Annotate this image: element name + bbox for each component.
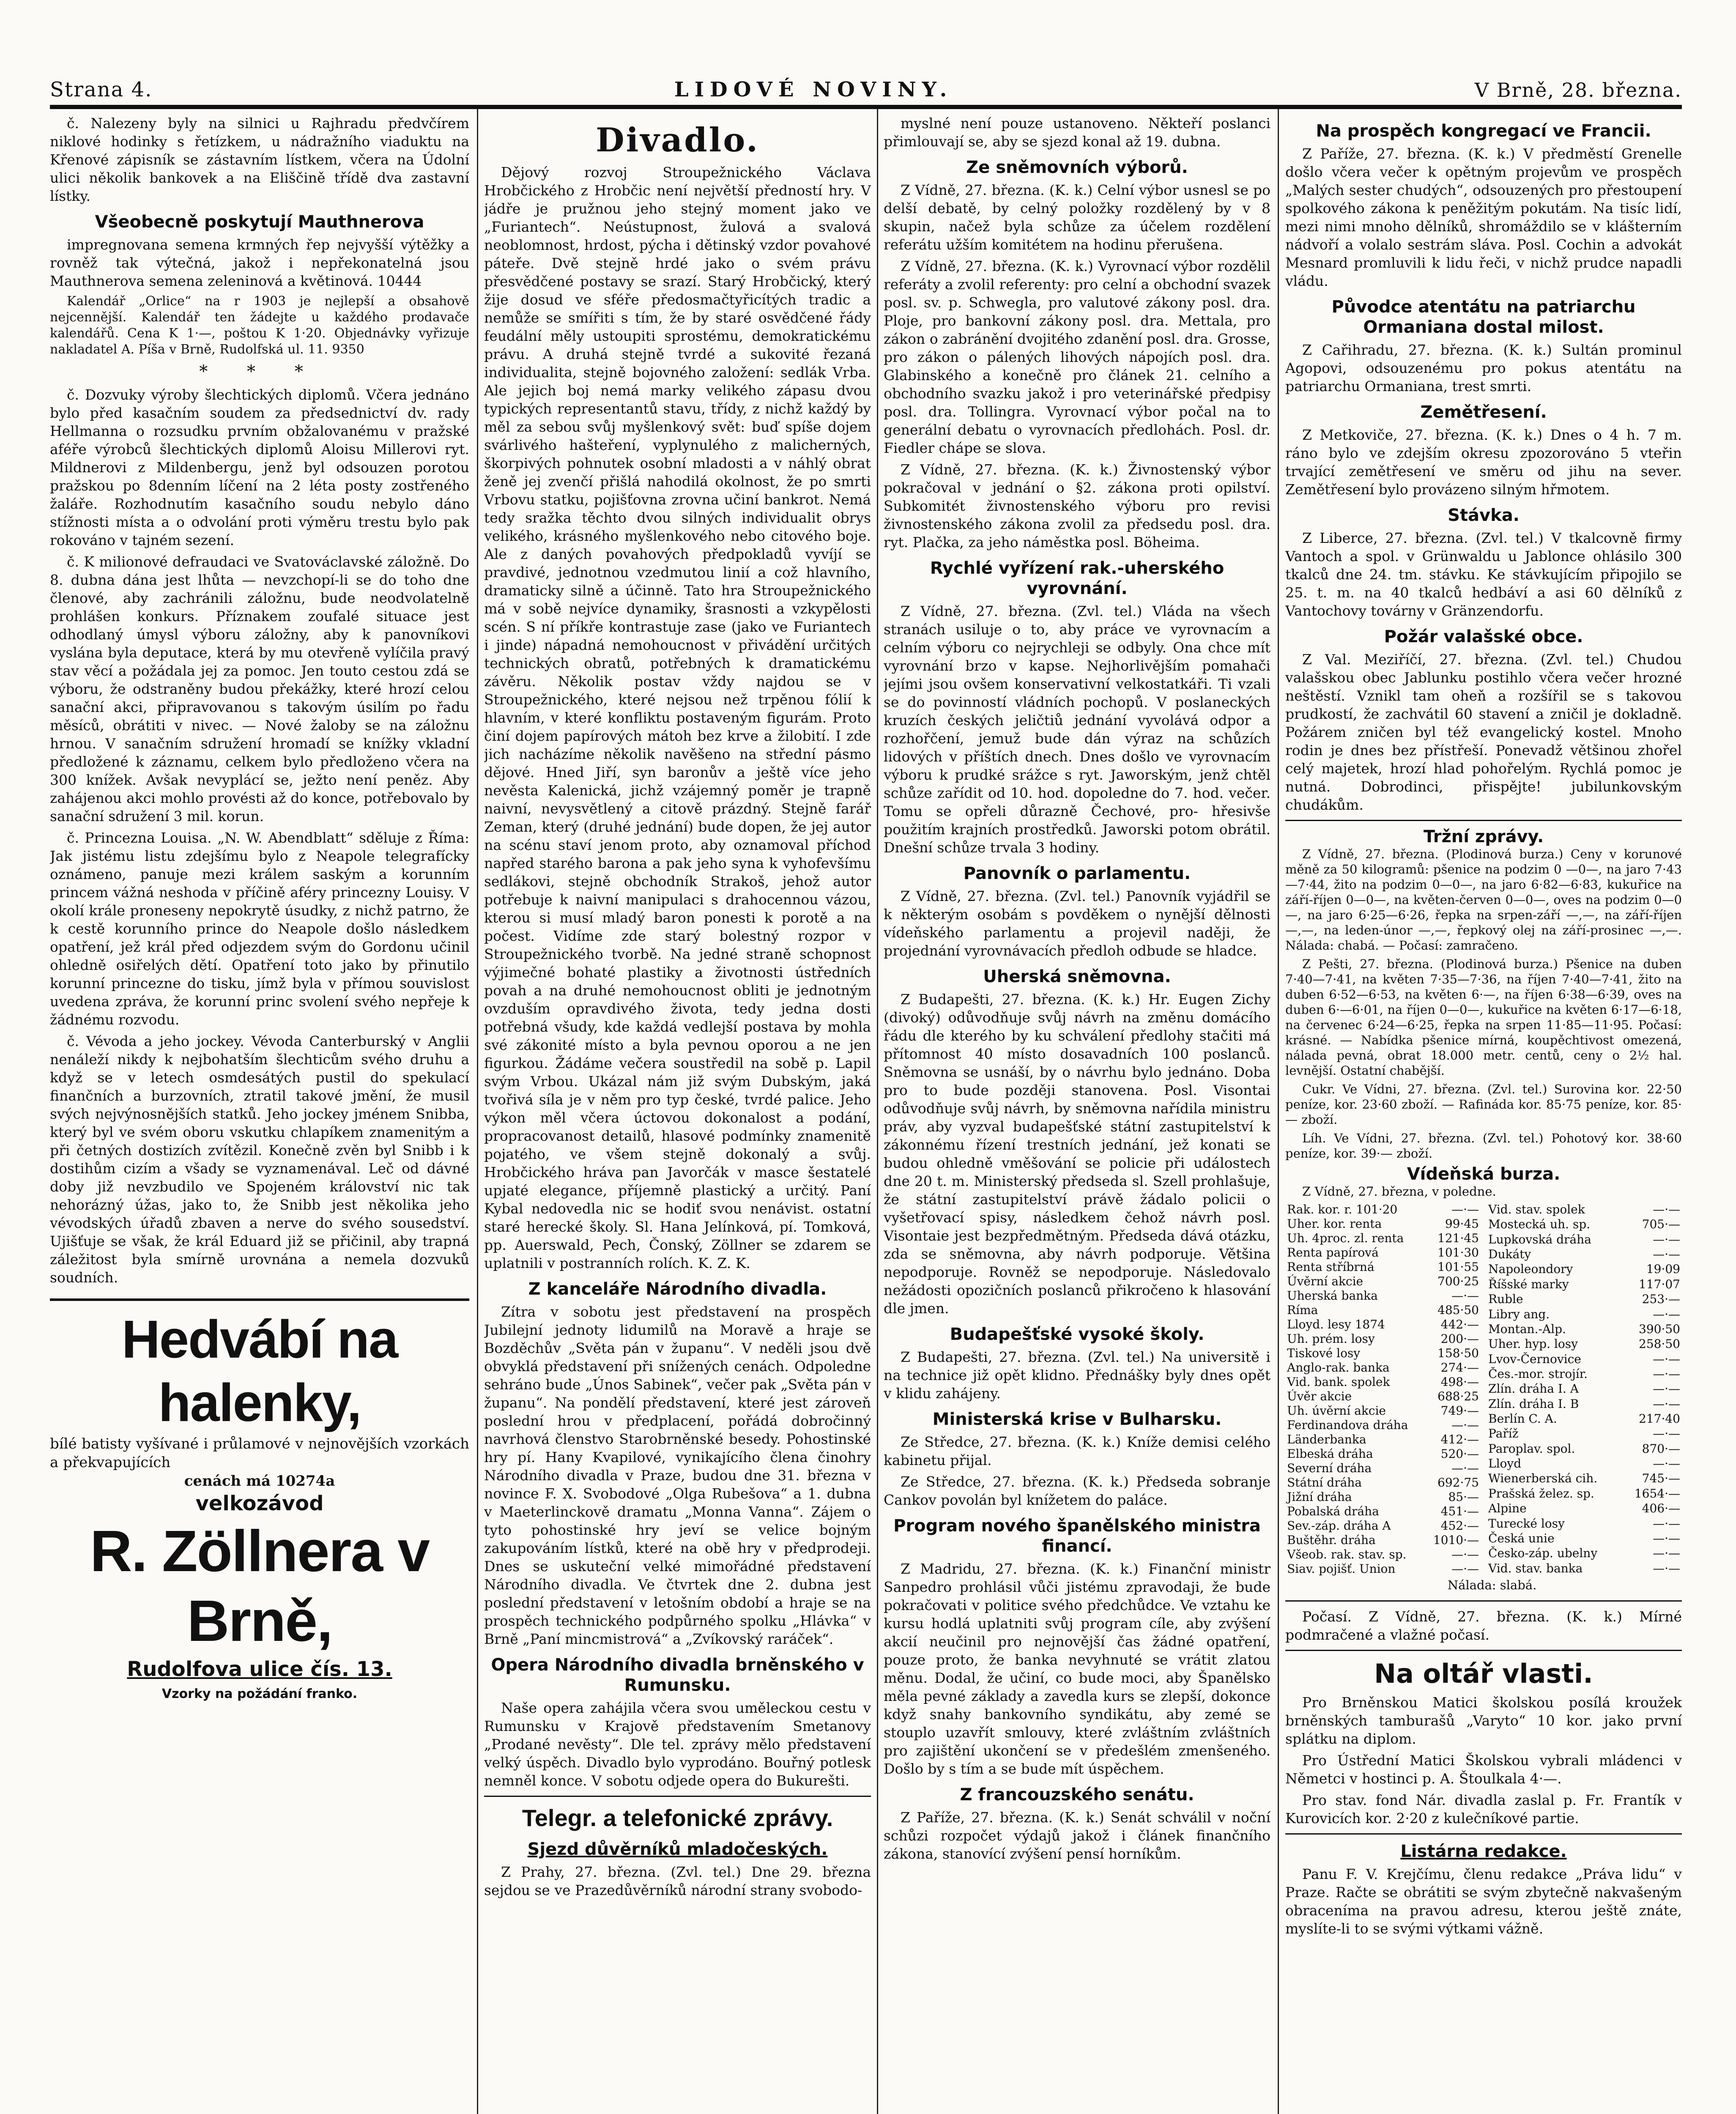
market-report: Cukr. Ve Vídni, 27. března. (Zvl. tel.) Surovina kor. 22·50 peníze, kor. 23·60 zboží. — Rafináda kor. 85·75 peníze, kor. 85·— zboží. <box>1285 1082 1682 1127</box>
security-name: Česko-záp. ubelny <box>1488 1546 1598 1561</box>
security-name: Říšské marky <box>1488 1277 1569 1291</box>
ad-address: Rudolfova ulice čís. 13. <box>127 1657 392 1681</box>
security-price: 101·55 <box>1438 1260 1479 1274</box>
article-heading: Sjezd důvěrníků mladočeských. <box>527 1840 828 1859</box>
section-title: Divadlo. <box>595 121 760 159</box>
market-title: Tržní zprávy. <box>1423 827 1544 846</box>
exchange-row <box>1487 1442 1682 1457</box>
header-rule <box>50 105 1682 109</box>
security-name: Tiskové losy <box>1287 1346 1361 1360</box>
section-title: Na oltář vlasti. <box>1374 1658 1593 1689</box>
exchange-row <box>1487 1487 1682 1501</box>
exchange-row <box>1487 1546 1682 1561</box>
security-name: Uherská banka <box>1287 1289 1378 1303</box>
security-price: 451·— <box>1440 1504 1479 1518</box>
security-name: Buštěhr. dráha <box>1287 1533 1376 1547</box>
article-heading: Ze sněmovních výborů. <box>966 158 1188 177</box>
security-name: Siav. pojišť. Union <box>1287 1562 1396 1576</box>
security-name: Uher. hyp. losy <box>1488 1337 1578 1351</box>
security-name: Ruble <box>1488 1292 1523 1306</box>
article-heading: Panovník o parlamentu. <box>963 864 1191 883</box>
security-price: 99·45 <box>1445 1217 1479 1231</box>
donation-item: Pro stav. fond Nár. divadla zaslal p. Fr. Frantík v Kurovicích kor. 2·20 z kulečníkové partie. <box>1285 1792 1682 1826</box>
security-name: Ferdinandova dráha <box>1287 1418 1408 1432</box>
exchange-row <box>1285 1303 1481 1317</box>
security-price: 274·— <box>1440 1361 1479 1375</box>
article-heading: Rychlé vyřízení rak.-uherského vyrovnání. <box>930 559 1224 598</box>
news-item: myslné není pouze ustanoveno. Někteří poslanci přimlouvají se, aby se sjezd konal až 19. dubna. <box>884 115 1271 150</box>
exchange-row <box>1285 1375 1481 1389</box>
theatre-review: Dějový rozvoj Stroupežnického Václava Hrobčického z Hrobčic není největší předností hry. V jádře je pružnou jeho stejný moment jako ve „Furiantech“. Neústupnost, žulová a svalová neoblomnost, hrdost, pýcha i dětinský vzdor povahové páteře. Dvě stejně hrdé jako o svém právu přesvědčené postavy se srazí. Starý Hrobčický, který žije dosud ve sféře předosmačtyřicítých tradic a nemůže se smířiti s tím, že by staré osvědčené řády feudální měly ustoupiti sprostému, demokratickému právu. A druhá stejně tvrdé a sukovité řezaná individualita, stejně bojovného založení: sedlák Vrba. Ale jejich boj nemá marky velikého zápasu dvou typických representantů stavu, třídy, z nichž každý by měl za sebou svůj myšlenkový svět: buď spíše dojem svárlivého hašteření, vyplynulého z malicherných, škorpivých pohnutek osobní mladosti a v náhlý obrat ženě jej zvenčí přišlá nahodilá okolnost, že po smrti Vrbovu statku, pojišťovna zrovna učiní bankrot. Nemá tedy sražka těchto dvou silných individualit obrys velikého, krásného myšlenkového nebo citového boje. Ale z daných povahových předpokladů vyvíjí se pravdivé, jednotnou vzedmutou linií a což hlavního, dramaticky silně a účinně. Tato hra Stroupežnického má v sobě nejvíce dynamiky, šrasnosti a vzkypělosti scén. S ní příkře kontrastuje zase (jako ve Furiantech i jinde) nápadná nemohoucnost v přivádění určitých technických obratů, potřebných k dramatickému závěru. Několik postav vždy najdou se v Stroupežnického, které nejsou než trpěnou fólií k hlavním, v které konfliktu postaveným figurám. Proto činí dojem papírových mátoh bez krve a žilobití. I zde jich nacházíme několik navěšeno na střední pásmo dějové. Hned Jiří, syn baronův a ještě více jeho nevěsta Kalenická, jichž vzájemný poměr je trapně naivní, nevysvětlený a citově prázdný. Stejně farář Zeman, který (druhé jednání) bude dopen, že jej autor na scénu staví jenom proto, aby oznamoval příchod napřed starého barona a pak jeho syna k vyhofevšímu sedlákovi, stejně obchodník Strakoš, jehož autor potřebuje k naivní manipulaci s drahocennou vázou, kterou si musí mladý baron ponesti k porotě a na počest. Vidíme zde starý bolestný rozpor v Stroupežnického tvorbě. Na jedné straně schopnost výjimečné bohaté plastiky a životnosti ústředních povah a na druhé nemohoucnost obliti je jednotným ovzduším opravdivého života, tedy jedna dosti potřebná všudy, kde každá vedlejší postava by mohla své zákonité místo a byla pevnou oporou a ne jen figurkou. Žádáme večera soustředil na sobě p. Lapil svým Vrbou. Ukázal nám již svým Dubským, jaká tvořivá síla je v něm pro typ české, tvrdé palice. Jeho výkon měl včera úctovou dokonalost a podání, propracovanost detailů, hlasové podmínky znamenitě pojatého, ve všem stejně dokonalý a svůj. Hrobčického hráva pan Javorčák v masce šestatelé upjaté elegance, příjemně plastický a určitý. Paní Kybal nedovedla nic se hodiť svou nenávist. ostatní staré herecké školy. Sl. Hana Jelínková, pí. Tomková, pp. Auerswald, Pech, Čonský, Zöllner se zdarem se uplatnili v postranních rolích. K. Z. K. <box>484 164 871 1271</box>
article-heading: Původce atentátu na patriarchu Ormaniana dostal milost. <box>1331 297 1636 337</box>
news-item: Z Prahy, 27. března. (Zvl. tel.) Dne 29. března sejdou se ve Prazedůvěrníků národní strany svobodo- <box>484 1864 871 1898</box>
security-price: —·— <box>1653 1457 1680 1471</box>
exchange-title: Vídeňská burza. <box>1407 1164 1561 1184</box>
security-price: —·— <box>1653 1366 1680 1381</box>
security-price: 485·50 <box>1438 1303 1479 1317</box>
security-price: 258·50 <box>1639 1337 1680 1351</box>
ad-title: Hedvábí na halenky, <box>121 1309 398 1432</box>
exchange-row <box>1285 1231 1481 1246</box>
security-price: —·— <box>1653 1247 1680 1262</box>
news-item: č. Vévoda a jeho jockey. Vévoda Canterburský v Anglii nenáleží nikdy k nejbohatším šlechticům svého druhu a když se v letech osmdesátých pustil do spekulací finančních a burzovních, ztratil takové jmění, že musil svých nejvýnosnějších statků. Jeho jockey jménem Snibba, který byl ve svém oboru vskutku chlapíkem znamenitým a při četných dostizích zvítězil. Konečně zvěn byl Snibb i k dostihům cizím a všady se vyznamenával. Leč od dávné doby již nevzbudilo ve Spojeném království nic tak nehorázný úžas, jako to, že Snibb jest několika jeho vévodských úřadů zbaven a nerve do svého sousedství. Ujišťuje se však, že král Eduard již se přičinil, aby trapná záležitost byla smírně urovnána a nemela dozvuků soudních. <box>50 1033 469 1286</box>
security-price: —·— <box>1451 1562 1479 1576</box>
exchange-row <box>1285 1476 1481 1490</box>
security-price: 217·40 <box>1639 1412 1680 1426</box>
security-price: —·— <box>1653 1202 1680 1216</box>
security-price: 692·75 <box>1438 1476 1479 1490</box>
section-rule <box>1285 1833 1682 1835</box>
security-price: 1654·— <box>1634 1486 1680 1501</box>
security-name: Lupkovská dráha <box>1488 1232 1591 1246</box>
security-name: Wienerberská cih. <box>1488 1471 1598 1486</box>
market-report: Líh. Ve Vídni, 27. března. (Zvl. tel.) Pohotový kor. 38·60 peníze, kor. 39·— zboží. <box>1285 1131 1682 1161</box>
news-item: Z Madridu, 27. března. (K. k.) Finanční ministr Sanpedro prohlásil vůči jistému zpravodaji, že bude pokračovati v politice svého předchůdce. Ve vztahu ke kursu hodlá uplatniti svůj program cíle, aby zvýšení akcií neučinil pro nejnovější čas žádné opatření, pouze proto, že banka nevyhnuté se vrátit zlatou měnu. Dodal, že učiní, co bude moci, aby Španělsko měla pevné základy a zavedla kurs se zlepší, dokonce když snahy bankovního syndikátu, aby zemé se stouplo uzavřít smlouvy, které zvláštním zvláštních pro zajištění ukončení se v předešlém zmenšeného. Došlo by s tím a se bude mít úspěchem. <box>884 1561 1271 1777</box>
column-divider <box>877 109 878 2114</box>
exchange-row <box>1285 1274 1481 1289</box>
section-rule <box>1285 820 1682 821</box>
article-heading: Budapešťské vysoké školy. <box>950 1325 1205 1344</box>
column-4 <box>1285 114 1682 2114</box>
exchange-row <box>1285 1461 1481 1476</box>
security-name: Paroplav. spol. <box>1488 1441 1575 1456</box>
exchange-row <box>1487 1382 1682 1397</box>
news-item: č. Nalezeny byly na silnici u Rajhradu předvčírem niklové hodinky s řetízkem, u nádražního viaduktu na Křenové zápisník se zástavním lístkem, včera na Údolní ulici několik bankovek a na Eliščině třídě dva zastavní lístky. <box>50 115 469 204</box>
security-name: Vid. bank. spolek <box>1287 1375 1390 1389</box>
security-price: 200·— <box>1440 1332 1479 1346</box>
ad-text: impregnovana semena krmných řep nejvyšší výtěžky a rovněž tak výtečná, jakož i nepřekonatelná jsou Mauthnerova semena zeleninová a květinová. 10444 <box>50 236 469 289</box>
security-name: Uh. 4proc. zl. renta <box>1287 1231 1404 1245</box>
security-price: 870·— <box>1642 1441 1680 1456</box>
exchange-row <box>1285 1260 1481 1274</box>
page-number: Strana 4. <box>50 78 153 101</box>
exchange-row <box>1487 1457 1682 1471</box>
security-price: —·— <box>1451 1461 1479 1475</box>
exchange-row <box>1285 1432 1481 1447</box>
security-price: —·— <box>1653 1427 1680 1441</box>
section-title: Listárna redakce. <box>1400 1842 1567 1861</box>
section-rule <box>1285 1600 1682 1602</box>
security-name: Renta stříbrná <box>1287 1260 1375 1274</box>
exchange-row <box>1487 1412 1682 1427</box>
article-heading: Program nového španělského ministra financí. <box>893 1516 1261 1556</box>
exchange-row <box>1285 1504 1481 1519</box>
security-price: —·— <box>1653 1232 1680 1246</box>
exchange-intro: Z Vídně, 27. března, v poledne. <box>1302 1184 1496 1199</box>
ad-line: bílé batisty vyšívané i průlamové v nejnovějších vzorkách a překvapujících <box>50 1435 469 1471</box>
news-item: Z Vídně, 27. března. (Zvl. tel.) Panovník vyjádřil se k některým osobám s povděkem o nynější dělnosti vídeňského parlamentu a projevil naději, že projednání vyrovnávacích předloh odbude se hladce. <box>884 888 1271 959</box>
security-name: Paříž <box>1488 1427 1519 1441</box>
security-price: —·— <box>1653 1561 1680 1575</box>
weather-report: Počasí. Z Vídně, 27. března. (K. k.) Mírné podmračené a vlažné počasí. <box>1285 1608 1682 1643</box>
exchange-row <box>1285 1562 1481 1576</box>
security-name: Vid. stav. spolek <box>1488 1202 1585 1216</box>
exchange-row <box>1487 1517 1682 1531</box>
exchange-mood: Nálada: slabá. <box>1447 1578 1537 1592</box>
article-heading: Z francouzského senátu. <box>960 1785 1194 1805</box>
exchange-row <box>1487 1262 1682 1277</box>
column-2 <box>484 114 871 2114</box>
security-price: 498·— <box>1440 1375 1479 1389</box>
security-name: Státní dráha <box>1287 1476 1362 1490</box>
exchange-row <box>1285 1547 1481 1562</box>
article-heading: Opera Národního divadla brněnského v Rumunsku. <box>491 1655 864 1695</box>
news-item: Z Metkoviče, 27. března. (K. k.) Dnes o 4 h. 7 m. ráno bylo ve zdejším okresu zpozorováno 5 vteřin trvající zemětřesení ve směru od jihu na sever. Zemětřesení bylo provázeno silným hřmotem. <box>1285 427 1682 498</box>
security-name: Rak. kor. r. 101·20 <box>1287 1202 1398 1216</box>
news-item: č. K milionové defraudaci ve Svatováclavské záložně. Do 8. dubna dána jest lhůta — nevzchopí-li se do toho dne členové, aby zachránili záložnu, bude neodvolatelně prohlášen konkurs. Příznakem zoufalé situace jest odhodlaný úmysl výboru záložny, aby k panovníkovi vyslána byla deputace, která by mu otevřeně vylíčila pravý stav věcí a požádala jej za pomoc. Jen touto cestou zdá se výboru, že odstraněny budou překážky, které hrozí celou sanační akci, připravovanou s takovým úsilím po řadu měsíců, obrátiti v nivec. — Nové žaloby se na záložnu hrnou. V sanačním sdružení hromadí se knížky vkladní předložené k záznamu, celkem bylo předloženo včera na 300 knížek. Avšak nevyplácí se, ježto není peněz. Aby zahájenou akci mohlo provésti až do konce, potřebovalo by sanační sdružení 3 mil. korun. <box>50 553 469 824</box>
section-rule <box>484 1796 871 1797</box>
security-name: Turecké losy <box>1488 1516 1565 1531</box>
ad-text: Kalendář „Orlice“ na r 1903 je nejlepší a obsahově nejcennější. Kalendář ten žádejte u každého prodavače kalendářů. Cena K 1·—, poštou K 1·20. Objednávky vyřizuje nakladatel A. Píša v Brně, Rudolfská ul. 11. 9350 <box>50 294 469 357</box>
security-name: Uh. prém. losy <box>1287 1332 1375 1346</box>
news-item: Naše opera zahájila včera svou uměleckou cestu v Rumunsku v Krajově představením Smetanovy „Prodané nevěsty“. Dle tel. zprávy mělo představení velký úspěch. Divadlo bylo vyprodáno. Bouřný potlesk nemněl konce. V sobotu odjede opera do Bukurešti. <box>484 1700 871 1789</box>
security-name: Napoleondory <box>1488 1262 1573 1276</box>
security-name: Všeob. rak. stav. sp. <box>1287 1547 1407 1561</box>
article-heading: Zemětřesení. <box>1420 403 1547 422</box>
security-price: —·— <box>1653 1516 1680 1531</box>
news-item: Z Budapešti, 27. března. (Zvl. tel.) Na universitě i na technice již opět klidno. Přednášky byly dnes opět v klidu zahájeny. <box>884 1349 1271 1402</box>
security-name: Čes.-mor. strojír. <box>1488 1366 1588 1381</box>
exchange-row <box>1487 1307 1682 1322</box>
article-heading: Ministerská krise v Bulharsku. <box>932 1410 1222 1429</box>
news-item: Z Vídně, 27. března. (Zvl. tel.) Vláda na všech stranách usiluje o to, aby práce ve vyrovnacím a celním výboru co nejrychleji se odbyly. Ona chce mít vyrovnání brzo v kapse. Nejhorlivějším pomahači jejími jsou ovšem konservativní velkostatkáři. Ti vzali se do povinností vládních pochopů. V poslaneckých kruzích českých jeličtiů jednání vyvolává odpor a rozhořčení, jemuž bude dán výraz na schůzích lidových v příštích dnech. Dnes došlo ve vyrovnacím výboru k prudké srážce s ryt. Jaworským, jenž chtěl schůze zařídit od 10. hod. dopoledne do 7. hod. večer. Tomu se opřeli důrazně Čechové, pro- hřesivše použitím krajních prostředků. Jaworski potom obrátil. Dnešní schůze trvala 3 hodiny. <box>884 603 1271 856</box>
security-price: 101·30 <box>1438 1246 1479 1260</box>
ad-heading: Všeobecně poskytují Mauthnerova <box>95 212 424 232</box>
security-price: 121·45 <box>1438 1231 1479 1245</box>
security-name: Ríma <box>1287 1303 1318 1317</box>
exchange-row <box>1487 1202 1682 1217</box>
exchange-row <box>1285 1346 1481 1361</box>
exchange-row <box>1487 1322 1682 1337</box>
exchange-row <box>1487 1232 1682 1247</box>
ad-line: cenách má 10274a <box>184 1473 335 1490</box>
security-price: 520·— <box>1440 1447 1479 1461</box>
exchange-row <box>1285 1490 1481 1504</box>
security-price: —·— <box>1653 1531 1680 1545</box>
exchange-row <box>1487 1561 1682 1576</box>
column-divider <box>1278 109 1279 2114</box>
security-price: —·— <box>1451 1202 1479 1216</box>
news-item: Z Paříže, 27. března. (K. k.) Senát schválil v noční schůzi rozpočet výdajů jakož i článek finančního zákona, stanovící zvýšení pensí horníkům. <box>884 1809 1271 1862</box>
exchange-row <box>1487 1531 1682 1546</box>
editorial-reply: Panu F. V. Krejčímu, členu redakce „Práva lidu“ v Praze. Račte se obrátiti se svým zbytečně nakvašeným obraceníma na pravou adresu, kterou ještě znáte, myslíte-li to se svými výtkami vážně. <box>1285 1866 1682 1937</box>
security-name: Česká unie <box>1488 1531 1555 1545</box>
exchange-row <box>1285 1317 1481 1332</box>
security-price: 442·— <box>1440 1317 1479 1331</box>
exchange-row <box>1285 1361 1481 1375</box>
news-item: Z Paříže, 27. března. (K. k.) V předměstí Grenelle došlo včera večer k opětným projevům ve prospěch „Malých sester chudých“, odsouzených pro přestoupení spolkového zákona k peněžitým pokutám. Na tisíc lidí, mezi nimi mnoho dělníků, shromáždilo se v klášterním nádvoří a volalo sestrám sláva. Posl. Cochin a advokát Mesnard promluvili k lidu řeči, v nichž prudce napadli vládu. <box>1285 145 1682 289</box>
ad-subtitle: velkozávod <box>195 1492 324 1515</box>
section-rule <box>1285 1650 1682 1651</box>
article-heading: Z kanceláře Národního divadla. <box>528 1279 827 1299</box>
advertisement <box>50 1298 469 1701</box>
security-price: —·— <box>1653 1382 1680 1396</box>
security-name: Úvěrní akcie <box>1287 1274 1364 1288</box>
exchange-row <box>1487 1501 1682 1516</box>
security-price: —·— <box>1653 1546 1680 1561</box>
news-item: Z Budapešti, 27. března. (K. k.) Hr. Eugen Zichy (divoký) odůvodňuje svůj návrh na změnu domácího řádu dle kterého by ku schválení předlohy stačiti má přítomnost 40 místo dosavadních 100 poslanců. Sněmovna se usnáší, by o návrhu bylo jednáno. Doba pro to bude později stanovena. Posl. Visontai odůvodňuje svůj návrh, by sněmovna nařídila ministru práv, aby vyzval budapešťské státní zastupitelství k zákonnému řízení trestních jednání, jež konati se budou ohledně vměšování se policie při událostech dne 20 t. m. Ministerský předseda sl. Szell prohlašuje, že státní zastupitelství právě žádalo policii o vyšetřovací spisy, následkem čehož návrh posl. Visontaie jest bezpředmětným. Předseda dává otázku, zda se sněmovna, aby návrh podporuje. Většina nepodporuje. Rovněž se nepodporuje. Následovalo nežádosti opozičních poslanců přikročeno k hlasování dle jmen. <box>884 991 1271 1317</box>
security-price: 452·— <box>1440 1519 1479 1533</box>
security-name: Lloyd <box>1488 1457 1522 1471</box>
donation-item: Pro Brněnskou Matici školskou posílá kroužek brněnských tamburašů „Varyto“ 10 kor. jako první splátku na diplom. <box>1285 1694 1682 1747</box>
security-price: —·— <box>1451 1547 1479 1561</box>
security-name: Uh. úvěrní akcie <box>1287 1404 1386 1418</box>
security-price: 745·— <box>1642 1471 1680 1486</box>
exchange-row <box>1285 1404 1481 1418</box>
exchange-row <box>1487 1471 1682 1486</box>
newspaper-title: LIDOVÉ NOVINY. <box>674 78 953 101</box>
news-item: Ze Středce, 27. března. (K. k.) Kníže demisi celého kabinetu přijal. <box>884 1434 1271 1468</box>
news-item: Zítra v sobotu jest představení na prospěch Jubilejní jednoty lidumilů na Moravě a hraje se Bozděchův „Světa pán v županu“. V neděli jsou dvě obvyklá představení při snížených cenách. Odpoledne sehráno bude „Únos Sabinek“, večer pak „Světa pán v županu“. Na pondělí představení, které jest zároveň poslední hrou v předplacení, pořádá dobročinný navrhová členstvo Starobrněnské besedy. Pohostinské hry pí. Hany Kvapilové, vynikajícího člena činohry Národního divadla v Praze, budou dne 31. března v novince F. X. Svobodové „Olga Rubešova“ a 1. dubna v Maeterlinckově dramatu „Monna Vanna“. Zájem o tyto pohostinské hry jeví se velice bojným zakupováním lístků, které na obě hry v předprodeji. Dnes se uskuteční velké mimořádné představení Národního divadla. Ve čtvrtek dne 2. dubna jest poslední představení v letošním období a hraje se na prospěch technického podpůrného spolku „Hlávka“ v Brně „Paní mincmistrová“ a „Zvíkovský raráček“. <box>484 1303 871 1647</box>
security-price: 19·09 <box>1646 1262 1680 1276</box>
security-price: 158·50 <box>1438 1346 1479 1360</box>
security-price: 705·— <box>1642 1217 1680 1232</box>
security-name: Elbeská dráha <box>1287 1447 1373 1461</box>
section-separator: * * * <box>199 362 320 381</box>
exchange-row <box>1487 1397 1682 1412</box>
article-heading: Požár valašské obce. <box>1384 627 1583 646</box>
donation-item: Pro Ústřední Matici Školskou vybrali mládenci v Němetci v hostinci p. A. Štoulkala 4·—. <box>1285 1752 1682 1787</box>
security-name: Jižní dráha <box>1287 1490 1352 1504</box>
exchange-row <box>1487 1337 1682 1352</box>
article-heading: Na prospěch kongregací ve Francii. <box>1316 121 1651 141</box>
article-heading: Uherská sněmovna. <box>983 967 1171 986</box>
security-price: 1010·— <box>1433 1533 1479 1547</box>
security-price: 117·07 <box>1639 1277 1680 1291</box>
exchange-row <box>1487 1367 1682 1382</box>
security-name: Berlín C. A. <box>1488 1412 1557 1426</box>
exchange-row <box>1285 1202 1481 1217</box>
exchange-row <box>1487 1217 1682 1232</box>
security-price: 390·50 <box>1639 1322 1680 1336</box>
security-name: Vid. stav. banka <box>1488 1561 1583 1575</box>
security-price: —·— <box>1451 1289 1479 1303</box>
exchange-row <box>1487 1427 1682 1441</box>
issue-date: V Brně, 28. března. <box>1474 79 1682 101</box>
security-name: Severní dráha <box>1287 1461 1372 1475</box>
security-name: Libry ang. <box>1488 1307 1550 1321</box>
security-price: 253·— <box>1642 1292 1680 1306</box>
market-report: Z Vídně, 27. března. (Plodinová burza.) Ceny v korunové měně za 50 kilogramů: pšenice na podzim 0 —0—, na jaro 7·43—7·44, žito na podzim 0—0—, na jaro 6·82—6·83, kukuřice na září-říjen 0—0—, na květen-červen 0—0—, oves na podzim 0—0—, na jaro 6·25—6·26, řepka na srpen-září —,—, na září-říjen —,—, na leden-únor —,—, řepkový olej na září-prosinec —,—. Nálada: chabá. — Počasí: zamračeno. <box>1285 847 1682 953</box>
security-price: 749·— <box>1440 1404 1479 1418</box>
security-price: 412·— <box>1440 1432 1479 1446</box>
news-item: Z Liberce, 27. března. (Zvl. tel.) V tkalcovně firmy Vantoch a spol. v Grünwaldu u Jablonce ohlásilo 300 tkalců dne 24. tm. stávku. Ke stávkujícím připojilo se 25. t. m. na 40 tkalců hedbáví a asi 60 dělníků z Vantochovy továrny v Gränzendorfu. <box>1285 530 1682 619</box>
security-name: Montan.-Alp. <box>1488 1322 1566 1336</box>
news-item: Z Val. Meziříčí, 27. března. (Zvl. tel.) Chudou valašskou obec Jablunku postihlo včera večer hrozné neštěstí. Vznikl tam oheň a rozšířil se s takovou prudkostí, že zachvátil 60 stavení a zničil je dokladně. Požárem zničen byl též evangelický kostel. Mnoho rodin je dnes bez přístřeší. Ponevadž většinou zhořel celý majetek, hrozí hlad pohořelým. Rychlá pomoc je nutná. Dobrodinci, přispějte! jubilunkovským chudákům. <box>1285 651 1682 813</box>
security-price: 700·25 <box>1438 1274 1479 1288</box>
security-name: Zlín. dráha I. A <box>1488 1382 1579 1396</box>
security-name: Alpine <box>1488 1501 1527 1516</box>
security-price: —·— <box>1451 1418 1479 1432</box>
exchange-row <box>1285 1418 1481 1432</box>
article-heading: Stávka. <box>1448 506 1520 525</box>
column-divider <box>477 109 478 2114</box>
exchange-row <box>1285 1289 1481 1303</box>
security-price: —·— <box>1653 1352 1680 1366</box>
security-name: Pobalská dráha <box>1287 1504 1379 1518</box>
ad-company: R. Zöllnera v Brně, <box>90 1519 430 1654</box>
security-price: 406·— <box>1642 1501 1680 1516</box>
news-item: č. Princezna Louisa. „N. W. Abendblatt“ sděluje z Říma: Jak jistému listu zdejšímu bylo z Neapole telegrafícky oznámeno, panuje mezi králem saským a korunním princem vážná neshoda v příčině aféry princezny Louisy. V okolí krále proneseny nepokrytě úsudky, z nichž patrno, že k cestě korunního prince do Neapole došlo následkem opatření, jež král před odjezdem svým do Gordonu učinil ohledně osiřelých dětí. Opatření toto jako by přinutilo korunní princezne do tisku, jímž byla v přímou souvislost uvedena zpráva, že korunní princ svolení svého nepřeje k žádnému rozvodu. <box>50 830 469 1028</box>
exchange-row <box>1487 1352 1682 1367</box>
news-item: Z Vídně, 27. března. (K. k.) Celní výbor usnesl se po delší debatě, by celný položky rozdělený by v 8 skupin, načež byla schůze za účelem rozdělení referátu užším komitétem na hodinu přerušena. <box>884 182 1271 253</box>
security-name: Länderbanka <box>1287 1432 1366 1446</box>
exchange-table-right <box>1487 1202 1682 1576</box>
security-name: Zlín. dráha I. B <box>1488 1397 1579 1411</box>
news-item: Ze Středce, 27. března. (K. k.) Předseda sobranje Cankov povolán byl knížetem do paláce. <box>884 1473 1271 1508</box>
news-item: Z Cařihradu, 27. března. (K. k.) Sultán prominul Agopovi, odsouzenému pro pokus atentátu na patriarchu Ormaniana, trest smrti. <box>1285 342 1682 394</box>
exchange-row <box>1487 1292 1682 1307</box>
security-price: —·— <box>1653 1397 1680 1411</box>
security-name: Sev.-záp. dráha A <box>1287 1519 1391 1533</box>
exchange-row <box>1285 1447 1481 1461</box>
exchange-row <box>1285 1533 1481 1547</box>
page-header <box>50 63 1682 101</box>
exchange-table-left <box>1285 1202 1481 1576</box>
exchange-row <box>1487 1277 1682 1292</box>
exchange-table <box>1285 1202 1682 1576</box>
exchange-row <box>1285 1332 1481 1346</box>
exchange-row <box>1285 1389 1481 1404</box>
security-name: Úvěr akcie <box>1287 1389 1352 1403</box>
market-report: Z Pešti, 27. března. (Plodinová burza.) Pšenice na duben 7·40—7·41, na květen 7·35—7·36, na říjen 7·40—7·41, žito na duben 6·52—6·53, na květen 6·—, na říjen 6·38—6·39, oves na duben 6·—6·01, na říjen 0—0—, kukuřice na květen 6·17—6·18, na červenec 6·24—6·25, řepka na srpen 11·85—11·95. Počasí: krásné. — Nabídka pšenice mírná, koupěchtivost omezená, nálada pevná, obrat 18.000 metr. centů, ceny o 2½ hal. levnější. Ostatní chabější. <box>1285 957 1682 1078</box>
security-name: Mostecká uh. sp. <box>1488 1217 1591 1232</box>
security-price: 85·— <box>1448 1490 1479 1504</box>
exchange-row <box>1285 1246 1481 1260</box>
news-item: Z Vídně, 27. března. (K. k.) Živnostenský výbor pokračoval v jednání o §2. zákona proti opilství. Subkomitét živnostenského výboru pro revisi živnostenského zákona zvolil za předsedu posl. dra. ryt. Plačka, za jeho náměstka posl. Böheima. <box>884 461 1271 550</box>
security-name: Prašská želez. sp. <box>1488 1486 1594 1501</box>
news-item: Z Vídně, 27. března. (K. k.) Vyrovnací výbor rozdělil referáty a zvolil referenty: pro celní a obchodní svazek posl. sv. p. Schwegla, pro valutové zákony posl. dra. Ploje, pro bankovní zákony posl. dra. Mettala, pro zákon o zabránění dvojitého zdanění posl. dra. Grosse, pro zákon o pálených lihových nápojích posl. dra. Glabinského a konečně pro článek 21. celního a obchodního svazku jakož i pro veterinářské předpisy posl. dra. Tollingra. Vyrovnací výbor počal na to generální debatu o vyrovnacích předlohách. Posl. dr. Fiedler chápe se slova. <box>884 258 1271 456</box>
security-name: Uher. kor. renta <box>1287 1217 1382 1231</box>
news-item: č. Dozvuky výroby šlechtických diplomů. Včera jednáno bylo před kasačním soudem za předsednictví dv. rady Hellmanna o rozsudku prvním obžalovanému v pražské aféře výrobců šlechtických diplomů Aloisu Millerovi ryt. Mildnerovi z Mildenbergu, jenž byl odsouzen porotou pražskou po 8denním líčení na 2 léta posty zostřeného žaláře. Rozhodnutím kasačního soudu nebylo dáno stížnosti místa a o odvolání proti výměru trestu bylo pak rokováno v tajném sezení. <box>50 386 469 548</box>
security-name: Lvov-Černovice <box>1488 1352 1581 1366</box>
column-3 <box>884 114 1271 2114</box>
security-name: Renta papírová <box>1287 1246 1379 1260</box>
exchange-row <box>1487 1247 1682 1262</box>
security-name: Anglo-rak. banka <box>1287 1361 1390 1375</box>
security-name: Dukáty <box>1488 1247 1531 1262</box>
exchange-row <box>1285 1217 1481 1231</box>
section-title: Telegr. a telefonické zprávy. <box>522 1805 833 1831</box>
security-name: Lloyd. lesy 1874 <box>1287 1317 1385 1331</box>
column-1 <box>50 114 469 2114</box>
security-price: —·— <box>1653 1307 1680 1321</box>
ad-note: Vzorky na požádání franko. <box>162 1687 358 1701</box>
exchange-row <box>1285 1519 1481 1533</box>
security-price: 688·25 <box>1438 1389 1479 1403</box>
